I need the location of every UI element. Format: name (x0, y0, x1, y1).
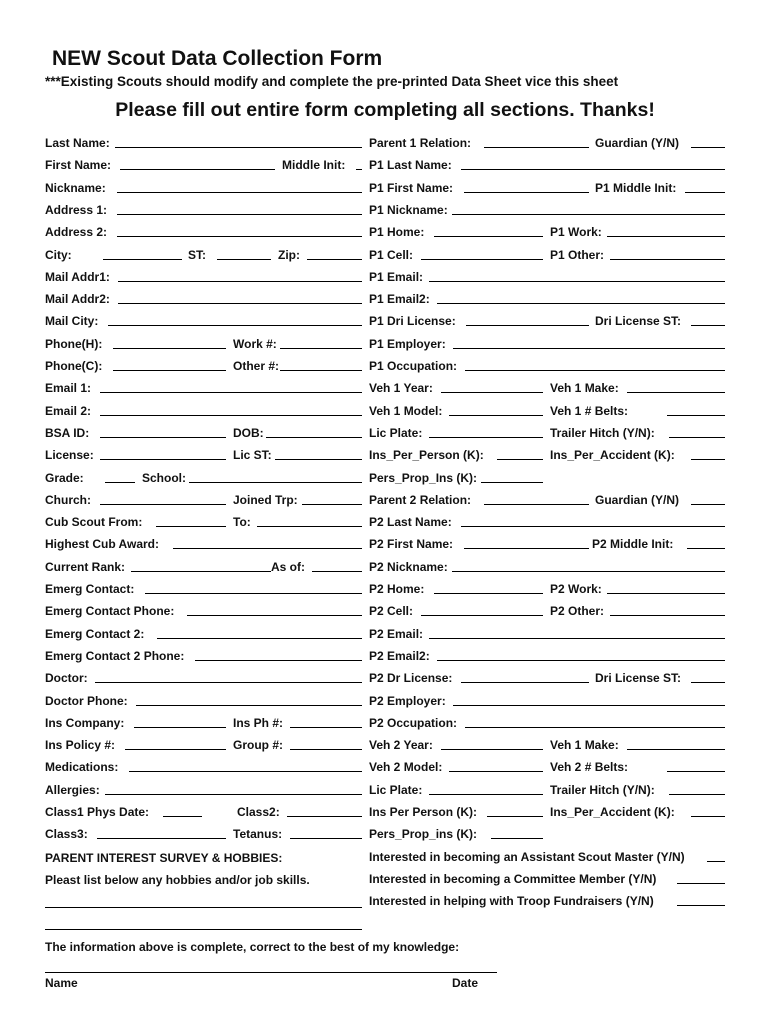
label-p1-home: P1 Home: (369, 225, 425, 240)
label-mail-addr2: Mail Addr2: (45, 292, 110, 307)
input-p2-work[interactable] (607, 593, 725, 594)
label-veh-2-belts: Veh 2 # Belts: (550, 760, 629, 775)
left-form-row (45, 355, 362, 377)
label-church: Church: (45, 492, 91, 507)
label-license: License: (45, 448, 94, 463)
input-zip[interactable] (307, 259, 362, 260)
left-form-row (45, 154, 362, 176)
label-joined-trp: Joined Trp: (233, 492, 298, 507)
label-p2-email2: P2 Email2: (369, 648, 430, 663)
input-email-1[interactable] (100, 392, 362, 393)
label-ins-company: Ins Company: (45, 715, 125, 730)
input-work[interactable] (280, 348, 362, 349)
input-allergies[interactable] (105, 794, 362, 795)
page-subtitle: ***Existing Scouts should modify and complete the pre-printed Data Sheet vice this sheet (45, 74, 619, 89)
label-ins-ph: Ins Ph #: (233, 715, 284, 730)
input-p1-email2[interactable] (437, 303, 725, 304)
label-pers-prop-ins-k: Pers_Prop_Ins (K): (369, 470, 478, 485)
input-ins-per-accident-k[interactable] (691, 816, 725, 817)
input-doctor[interactable] (95, 682, 362, 683)
label-trailer-hitch-y-n: Trailer Hitch (Y/N): (550, 782, 655, 797)
input-p2-home[interactable] (434, 593, 543, 594)
input-mail-addr2[interactable] (118, 303, 362, 304)
input-pers-prop-ins-k[interactable] (491, 838, 543, 839)
input-p2-middle-init[interactable] (687, 548, 725, 549)
label-nickname: Nickname: (45, 180, 106, 195)
input-p2-occupation[interactable] (465, 727, 725, 728)
name-label: Name (45, 976, 78, 990)
label-address-1: Address 1: (45, 202, 108, 217)
label-parent-1-relation: Parent 1 Relation: (369, 136, 472, 150)
right-form-row (369, 400, 725, 422)
label-tetanus: Tetanus: (233, 827, 283, 842)
left-form-row (45, 533, 362, 555)
input-medications[interactable] (129, 771, 362, 772)
input-ins-per-accident-k[interactable] (691, 459, 725, 460)
label-email-1: Email 1: (45, 381, 92, 396)
input-st[interactable] (217, 259, 271, 260)
right-form-row (369, 556, 725, 578)
input-p2-email[interactable] (429, 638, 725, 639)
input-interested-in-becoming-an-assistant-scout-master-y-n[interactable] (707, 861, 725, 862)
left-form-row (45, 623, 362, 645)
input-veh-1-make[interactable] (627, 749, 725, 750)
label-class2: Class2: (237, 805, 280, 819)
left-form-row (45, 801, 362, 823)
label-ins-per-accident-k: Ins_Per_Accident (K): (550, 448, 675, 463)
input-ins-per-person-k[interactable] (487, 816, 543, 817)
label-trailer-hitch-y-n: Trailer Hitch (Y/N): (550, 425, 655, 440)
right-form-row (369, 310, 725, 332)
label-p1-middle-init: P1 Middle Init: (595, 180, 677, 195)
input-group[interactable] (290, 749, 362, 750)
input-grade[interactable] (105, 482, 135, 483)
right-form-row (369, 734, 725, 756)
label-phone-c: Phone(C): (45, 359, 103, 373)
label-p2-other: P2 Other: (550, 604, 605, 619)
right-form-row (369, 266, 725, 288)
right-form-row (369, 199, 725, 221)
input-mail-addr1[interactable] (118, 281, 362, 282)
label-mail-addr1: Mail Addr1: (45, 269, 110, 284)
input-interested-in-helping-with-troop-fundraisers-y-n[interactable] (677, 905, 725, 906)
left-form-row (45, 244, 362, 266)
label-emerg-contact-2-phone: Emerg Contact 2 Phone: (45, 648, 185, 663)
label-p2-work: P2 Work: (550, 582, 602, 596)
right-form-row (369, 645, 725, 667)
input-ins-ph[interactable] (290, 727, 362, 728)
label-to: To: (233, 515, 251, 530)
label-p1-last-name: P1 Last Name: (369, 158, 452, 173)
left-form-row (45, 400, 362, 422)
input-ins-per-person-k[interactable] (497, 459, 543, 460)
label-veh-1-model: Veh 1 Model: (369, 403, 443, 418)
input-emerg-contact-2[interactable] (157, 638, 362, 639)
input-doctor-phone[interactable] (136, 705, 362, 706)
label-bsa-id: BSA ID: (45, 425, 90, 440)
input-p1-dri-license[interactable] (466, 325, 589, 326)
label-emerg-contact: Emerg Contact: (45, 582, 135, 596)
left-form-row (45, 556, 362, 578)
input-last-name[interactable] (115, 147, 362, 148)
left-form-row (45, 310, 362, 332)
right-form-row (369, 779, 725, 801)
survey-prompt: Pleast list below any hobbies and/or job skills. (45, 873, 310, 887)
label-ins-per-accident-k: Ins_Per_Accident (K): (550, 805, 675, 819)
left-form-row (45, 734, 362, 756)
label-cub-scout-from: Cub Scout From: (45, 515, 143, 530)
input-class1-phys-date[interactable] (163, 816, 202, 817)
survey-heading: PARENT INTEREST SURVEY & HOBBIES: (45, 851, 283, 865)
input-middle-init[interactable] (356, 169, 362, 170)
label-ins-policy: Ins Policy #: (45, 738, 116, 753)
right-form-row (369, 667, 725, 689)
label-veh-1-make: Veh 1 Make: (550, 381, 619, 396)
left-form-row (45, 177, 362, 199)
input-p2-dr-license[interactable] (461, 682, 589, 683)
label-interested-in-becoming-an-assistant-scout-master-y-n: Interested in becoming an Assistant Scout Master (Y/N) (369, 849, 685, 864)
input-nickname[interactable] (117, 192, 362, 193)
input-cub-scout-from[interactable] (156, 526, 226, 527)
input-current-rank[interactable] (131, 571, 271, 572)
label-lic-plate: Lic Plate: (369, 425, 423, 440)
input-interested-in-becoming-a-committee-member-y-n[interactable] (677, 883, 725, 884)
hobbies-line-2[interactable] (45, 929, 362, 930)
left-form-row (45, 578, 362, 600)
left-form-row (45, 712, 362, 734)
label-parent-2-relation: Parent 2 Relation: (369, 492, 472, 507)
left-form-row (45, 511, 362, 533)
label-p1-email2: P1 Email2: (369, 292, 430, 307)
right-form-row (369, 712, 725, 734)
left-form-row (45, 333, 362, 355)
label-p1-work: P1 Work: (550, 225, 602, 240)
input-joined-trp[interactable] (302, 504, 362, 505)
right-form-row (369, 333, 725, 355)
label-emerg-contact-phone: Emerg Contact Phone: (45, 604, 175, 619)
input-phone-c[interactable] (113, 370, 226, 371)
left-form-row (45, 667, 362, 689)
hobbies-line-1[interactable] (45, 907, 362, 908)
label-medications: Medications: (45, 760, 119, 775)
label-middle-init: Middle Init: (282, 158, 346, 173)
input-parent-1-relation[interactable] (484, 147, 589, 148)
label-current-rank: Current Rank: (45, 559, 126, 574)
right-form-row (369, 221, 725, 243)
left-form-row (45, 422, 362, 444)
left-form-row (45, 600, 362, 622)
label-ins-per-person-k: Ins Per Person (K): (369, 805, 478, 819)
left-form-row (45, 288, 362, 310)
right-form-row (369, 890, 725, 912)
left-form-row (45, 266, 362, 288)
input-dri-license-st[interactable] (691, 325, 725, 326)
label-dri-license-st: Dri License ST: (595, 671, 682, 686)
input-ins-policy[interactable] (125, 749, 226, 750)
right-form-row (369, 288, 725, 310)
input-p2-other[interactable] (610, 615, 725, 616)
label-mail-city: Mail City: (45, 314, 99, 329)
label-lic-plate: Lic Plate: (369, 782, 423, 797)
left-form-row (45, 444, 362, 466)
label-p1-other: P1 Other: (550, 247, 605, 262)
input-p1-occupation[interactable] (465, 370, 725, 371)
label-email-2: Email 2: (45, 403, 92, 418)
input-p1-email[interactable] (429, 281, 725, 282)
input-veh-1-year[interactable] (441, 392, 543, 393)
input-p1-cell[interactable] (421, 259, 543, 260)
left-form-row (45, 756, 362, 778)
label-school: School: (142, 470, 186, 485)
label-p2-first-name: P2 First Name: (369, 537, 454, 552)
input-p1-middle-init[interactable] (685, 192, 725, 193)
certification-statement: The information above is complete, correct to the best of my knowledge: (45, 940, 460, 954)
label-highest-cub-award: Highest Cub Award: (45, 537, 160, 552)
label-p2-home: P2 Home: (369, 582, 425, 596)
right-form-row (369, 467, 725, 489)
label-class1-phys-date: Class1 Phys Date: (45, 805, 150, 819)
label-p1-nickname: P1 Nickname: (369, 202, 448, 217)
input-dri-license-st[interactable] (691, 682, 725, 683)
input-guardian-y-n[interactable] (691, 147, 725, 148)
input-lic-st[interactable] (275, 459, 362, 460)
input-class3[interactable] (97, 838, 226, 839)
right-form-row (369, 177, 725, 199)
input-veh-2-year[interactable] (441, 749, 543, 750)
label-interested-in-becoming-a-committee-member-y-n: Interested in becoming a Committee Member (Y/N) (369, 871, 657, 886)
label-veh-1-belts: Veh 1 # Belts: (550, 403, 629, 418)
input-p2-cell[interactable] (421, 615, 543, 616)
input-veh-2-belts[interactable] (667, 771, 725, 772)
right-form-row (369, 533, 725, 555)
label-phone-h: Phone(H): (45, 336, 103, 351)
right-form-row (369, 154, 725, 176)
input-trailer-hitch-y-n[interactable] (669, 437, 725, 438)
input-church[interactable] (100, 504, 226, 505)
right-form-row (369, 600, 725, 622)
input-mail-city[interactable] (108, 325, 362, 326)
input-p2-nickname[interactable] (452, 571, 725, 572)
input-email-2[interactable] (100, 415, 362, 416)
input-p1-work[interactable] (607, 236, 725, 237)
label-p2-nickname: P2 Nickname: (369, 559, 448, 574)
right-form-row (369, 801, 725, 823)
input-emerg-contact[interactable] (145, 593, 362, 594)
input-guardian-y-n[interactable] (691, 504, 725, 505)
left-form-row (45, 779, 362, 801)
input-lic-plate[interactable] (429, 437, 543, 438)
input-emerg-contact-phone[interactable] (187, 615, 362, 616)
input-p1-employer[interactable] (453, 348, 725, 349)
input-p2-first-name[interactable] (464, 548, 589, 549)
input-to[interactable] (257, 526, 362, 527)
left-form-row (45, 690, 362, 712)
input-phone-h[interactable] (113, 348, 226, 349)
input-veh-2-model[interactable] (449, 771, 543, 772)
label-emerg-contact-2: Emerg Contact 2: (45, 626, 145, 641)
label-p2-middle-init: P2 Middle Init: (592, 537, 674, 552)
label-p2-occupation: P2 Occupation: (369, 715, 458, 730)
label-veh-2-model: Veh 2 Model: (369, 760, 443, 775)
left-form-row (45, 199, 362, 221)
input-pers-prop-ins-k[interactable] (481, 482, 543, 483)
input-p1-other[interactable] (610, 259, 725, 260)
input-veh-1-belts[interactable] (667, 415, 725, 416)
form-instruction: Please fill out entire form completing all sections. Thanks! (115, 99, 655, 121)
label-group: Group #: (233, 738, 283, 753)
input-p2-email2[interactable] (437, 660, 725, 661)
input-parent-2-relation[interactable] (484, 504, 589, 505)
left-form-row (45, 645, 362, 667)
input-class2[interactable] (287, 816, 362, 817)
input-address-1[interactable] (117, 214, 362, 215)
label-allergies: Allergies: (45, 782, 100, 797)
input-as-of[interactable] (312, 571, 362, 572)
input-p1-last-name[interactable] (461, 169, 725, 170)
label-guardian-y-n: Guardian (Y/N) (595, 136, 680, 150)
label-p1-employer: P1 Employer: (369, 336, 446, 351)
input-p1-nickname[interactable] (452, 214, 725, 215)
right-form-row (369, 244, 725, 266)
right-form-row (369, 868, 725, 890)
input-tetanus[interactable] (290, 838, 362, 839)
right-form-row (369, 489, 725, 511)
label-ins-per-person-k: Ins_Per_Person (K): (369, 448, 484, 463)
label-interested-in-helping-with-troop-fundraisers-y-n: Interested in helping with Troop Fundraisers (Y/N) (369, 894, 654, 909)
left-form-row (45, 221, 362, 243)
left-form-row (45, 467, 362, 489)
input-bsa-id[interactable] (100, 437, 226, 438)
right-form-row (369, 578, 725, 600)
left-form-row (45, 132, 362, 154)
label-lic-st: Lic ST: (233, 448, 272, 463)
right-form-row (369, 823, 725, 845)
label-p1-email: P1 Email: (369, 269, 424, 284)
input-emerg-contact-2-phone[interactable] (195, 660, 362, 661)
input-address-2[interactable] (117, 236, 362, 237)
label-zip: Zip: (278, 247, 300, 262)
label-veh-2-year: Veh 2 Year: (369, 738, 433, 753)
label-city: City: (45, 247, 72, 262)
input-veh-1-model[interactable] (449, 415, 543, 416)
left-form-row (45, 489, 362, 511)
right-form-row (369, 355, 725, 377)
page-title: NEW Scout Data Collection Form (52, 47, 383, 70)
right-form-row (369, 132, 725, 154)
label-pers-prop-ins-k: Pers_Prop_ins (K): (369, 827, 478, 842)
input-p1-first-name[interactable] (464, 192, 589, 193)
input-other[interactable] (280, 370, 362, 371)
right-form-row (369, 623, 725, 645)
right-form-row (369, 756, 725, 778)
label-p1-occupation: P1 Occupation: (369, 359, 458, 373)
input-p2-last-name[interactable] (461, 526, 725, 527)
input-license[interactable] (100, 459, 226, 460)
right-form-row (369, 444, 725, 466)
left-form-row (45, 823, 362, 845)
right-form-row (369, 511, 725, 533)
input-highest-cub-award[interactable] (173, 548, 362, 549)
label-st: ST: (188, 247, 206, 262)
label-work: Work #: (233, 336, 277, 351)
left-form-row (45, 377, 362, 399)
input-ins-company[interactable] (134, 727, 226, 728)
label-doctor-phone: Doctor Phone: (45, 693, 128, 708)
input-p2-employer[interactable] (453, 705, 725, 706)
label-dri-license-st: Dri License ST: (595, 314, 682, 329)
label-p2-dr-license: P2 Dr License: (369, 671, 453, 686)
date-label: Date (452, 976, 479, 990)
right-form-row (369, 690, 725, 712)
input-veh-1-make[interactable] (627, 392, 725, 393)
label-other: Other #: (233, 359, 280, 373)
label-p2-cell: P2 Cell: (369, 604, 414, 619)
right-form-row (369, 377, 725, 399)
label-guardian-y-n: Guardian (Y/N) (595, 492, 680, 507)
right-form-row (369, 846, 725, 868)
label-grade: Grade: (45, 470, 84, 485)
label-dob: DOB: (233, 425, 264, 440)
input-p1-home[interactable] (434, 236, 543, 237)
label-as-of: As of: (271, 559, 305, 574)
input-city[interactable] (103, 259, 182, 260)
label-veh-1-year: Veh 1 Year: (369, 381, 433, 396)
signature-line[interactable] (45, 972, 497, 973)
label-p2-last-name: P2 Last Name: (369, 515, 452, 530)
input-school[interactable] (189, 482, 362, 483)
label-doctor: Doctor: (45, 671, 88, 686)
input-first-name[interactable] (120, 169, 275, 170)
label-p1-first-name: P1 First Name: (369, 180, 454, 195)
label-p1-cell: P1 Cell: (369, 247, 414, 262)
label-last-name: Last Name: (45, 136, 110, 150)
right-form-row (369, 422, 725, 444)
label-p1-dri-license: P1 Dri License: (369, 314, 456, 329)
label-p2-email: P2 Email: (369, 626, 424, 641)
input-trailer-hitch-y-n[interactable] (669, 794, 725, 795)
input-lic-plate[interactable] (429, 794, 543, 795)
label-veh-1-make: Veh 1 Make: (550, 738, 619, 753)
label-first-name: First Name: (45, 158, 112, 173)
label-p2-employer: P2 Employer: (369, 693, 446, 708)
label-address-2: Address 2: (45, 225, 108, 240)
label-class3: Class3: (45, 827, 88, 842)
input-dob[interactable] (266, 437, 362, 438)
